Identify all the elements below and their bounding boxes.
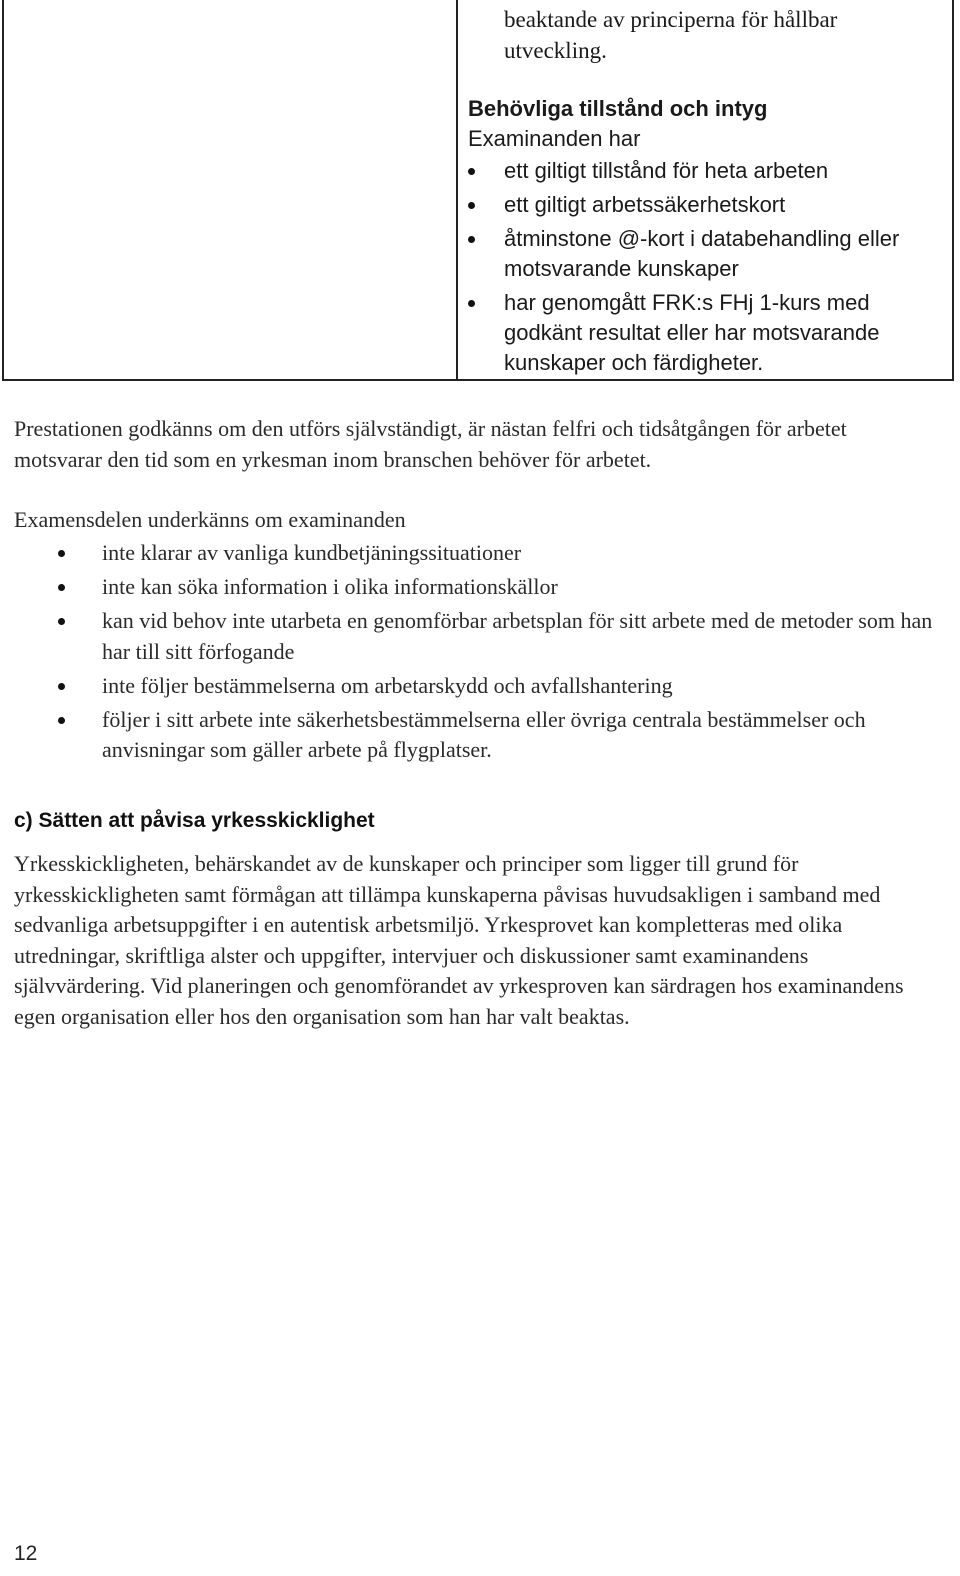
failure-lead: Examensdelen underkänns om examinanden [14,507,406,532]
table-intro-line-1: beaktande av principerna för hållbar [504,7,838,32]
section-c-heading: c) Sätten att påvisa yrkesskicklighet [14,809,375,832]
permits-list [468,156,952,378]
bullet-icon [468,236,475,243]
table-intro-line-2: utveckling. [504,38,607,63]
list-item: kan vid behov inte utarbeta en genomförbar arbetsplan för sitt arbete med de metoder som han har till sitt förfogande [14,606,934,667]
bullet-icon [468,300,475,307]
list-item: ett giltigt arbetssäkerhetskort [468,190,952,220]
list-item: åtminstone @-kort i databehandling eller motsvarande kunskaper [468,224,952,284]
bullet-icon [58,584,65,591]
criteria-table [2,0,954,381]
list-item: inte kan söka information i olika informationskällor [14,572,934,603]
bullet-icon [468,168,475,175]
list-item: följer i sitt arbete inte säkerhetsbestämmelserna eller övriga centrala bestämmelser och anvisningar som gäller arbete på flygplatser. [14,705,934,766]
bullet-icon [58,618,65,625]
bullet-icon [58,550,65,557]
bullet-icon [58,683,65,690]
section-c-body: Yrkesskickligheten, behärskandet av de kunskaper och principer som ligger till grund för yrkesskickligheten samt förmågan att tillämpa kunskaperna påvisas huvudsakligen i samband med sedvanliga arbetsuppgifter i en autentisk arbetsmiljö. Yrkesprovet kan kompletteras med olika utredningar, skriftliga alster och uppgifter, intervjuer och diskussioner samt examinandens självvärdering. Vid planeringen och genomförandet av yrkesproven kan särdragen hos examinandens egen organisation eller hos den organisation som han har valt beaktas. [14,851,904,1029]
permits-heading: Behövliga tillstånd och intyg [468,96,768,121]
list-item: ett giltigt tillstånd för heta arbeten [468,156,952,186]
list-item: inte följer bestämmelserna om arbetarskydd och avfallshantering [14,671,934,702]
table-column-divider [456,0,458,379]
bullet-icon [468,202,475,209]
bullet-icon [58,717,65,724]
list-item: inte klarar av vanliga kundbetjäningssituationer [14,538,934,569]
page-number: 12 [14,1542,38,1565]
permits-lead: Examinanden har [468,126,641,151]
list-item: har genomgått FRK:s FHj 1-kurs med godkänt resultat eller har motsvarande kunskaper och färdigheter. [468,288,952,378]
failure-list [14,538,934,769]
approval-paragraph: Prestationen godkänns om den utförs självständigt, är nästan felfri och tidsåtgången för arbetet motsvarar den tid som en yrkesman inom branschen behöver för arbetet. [14,416,847,472]
table-right-cell [468,0,952,382]
